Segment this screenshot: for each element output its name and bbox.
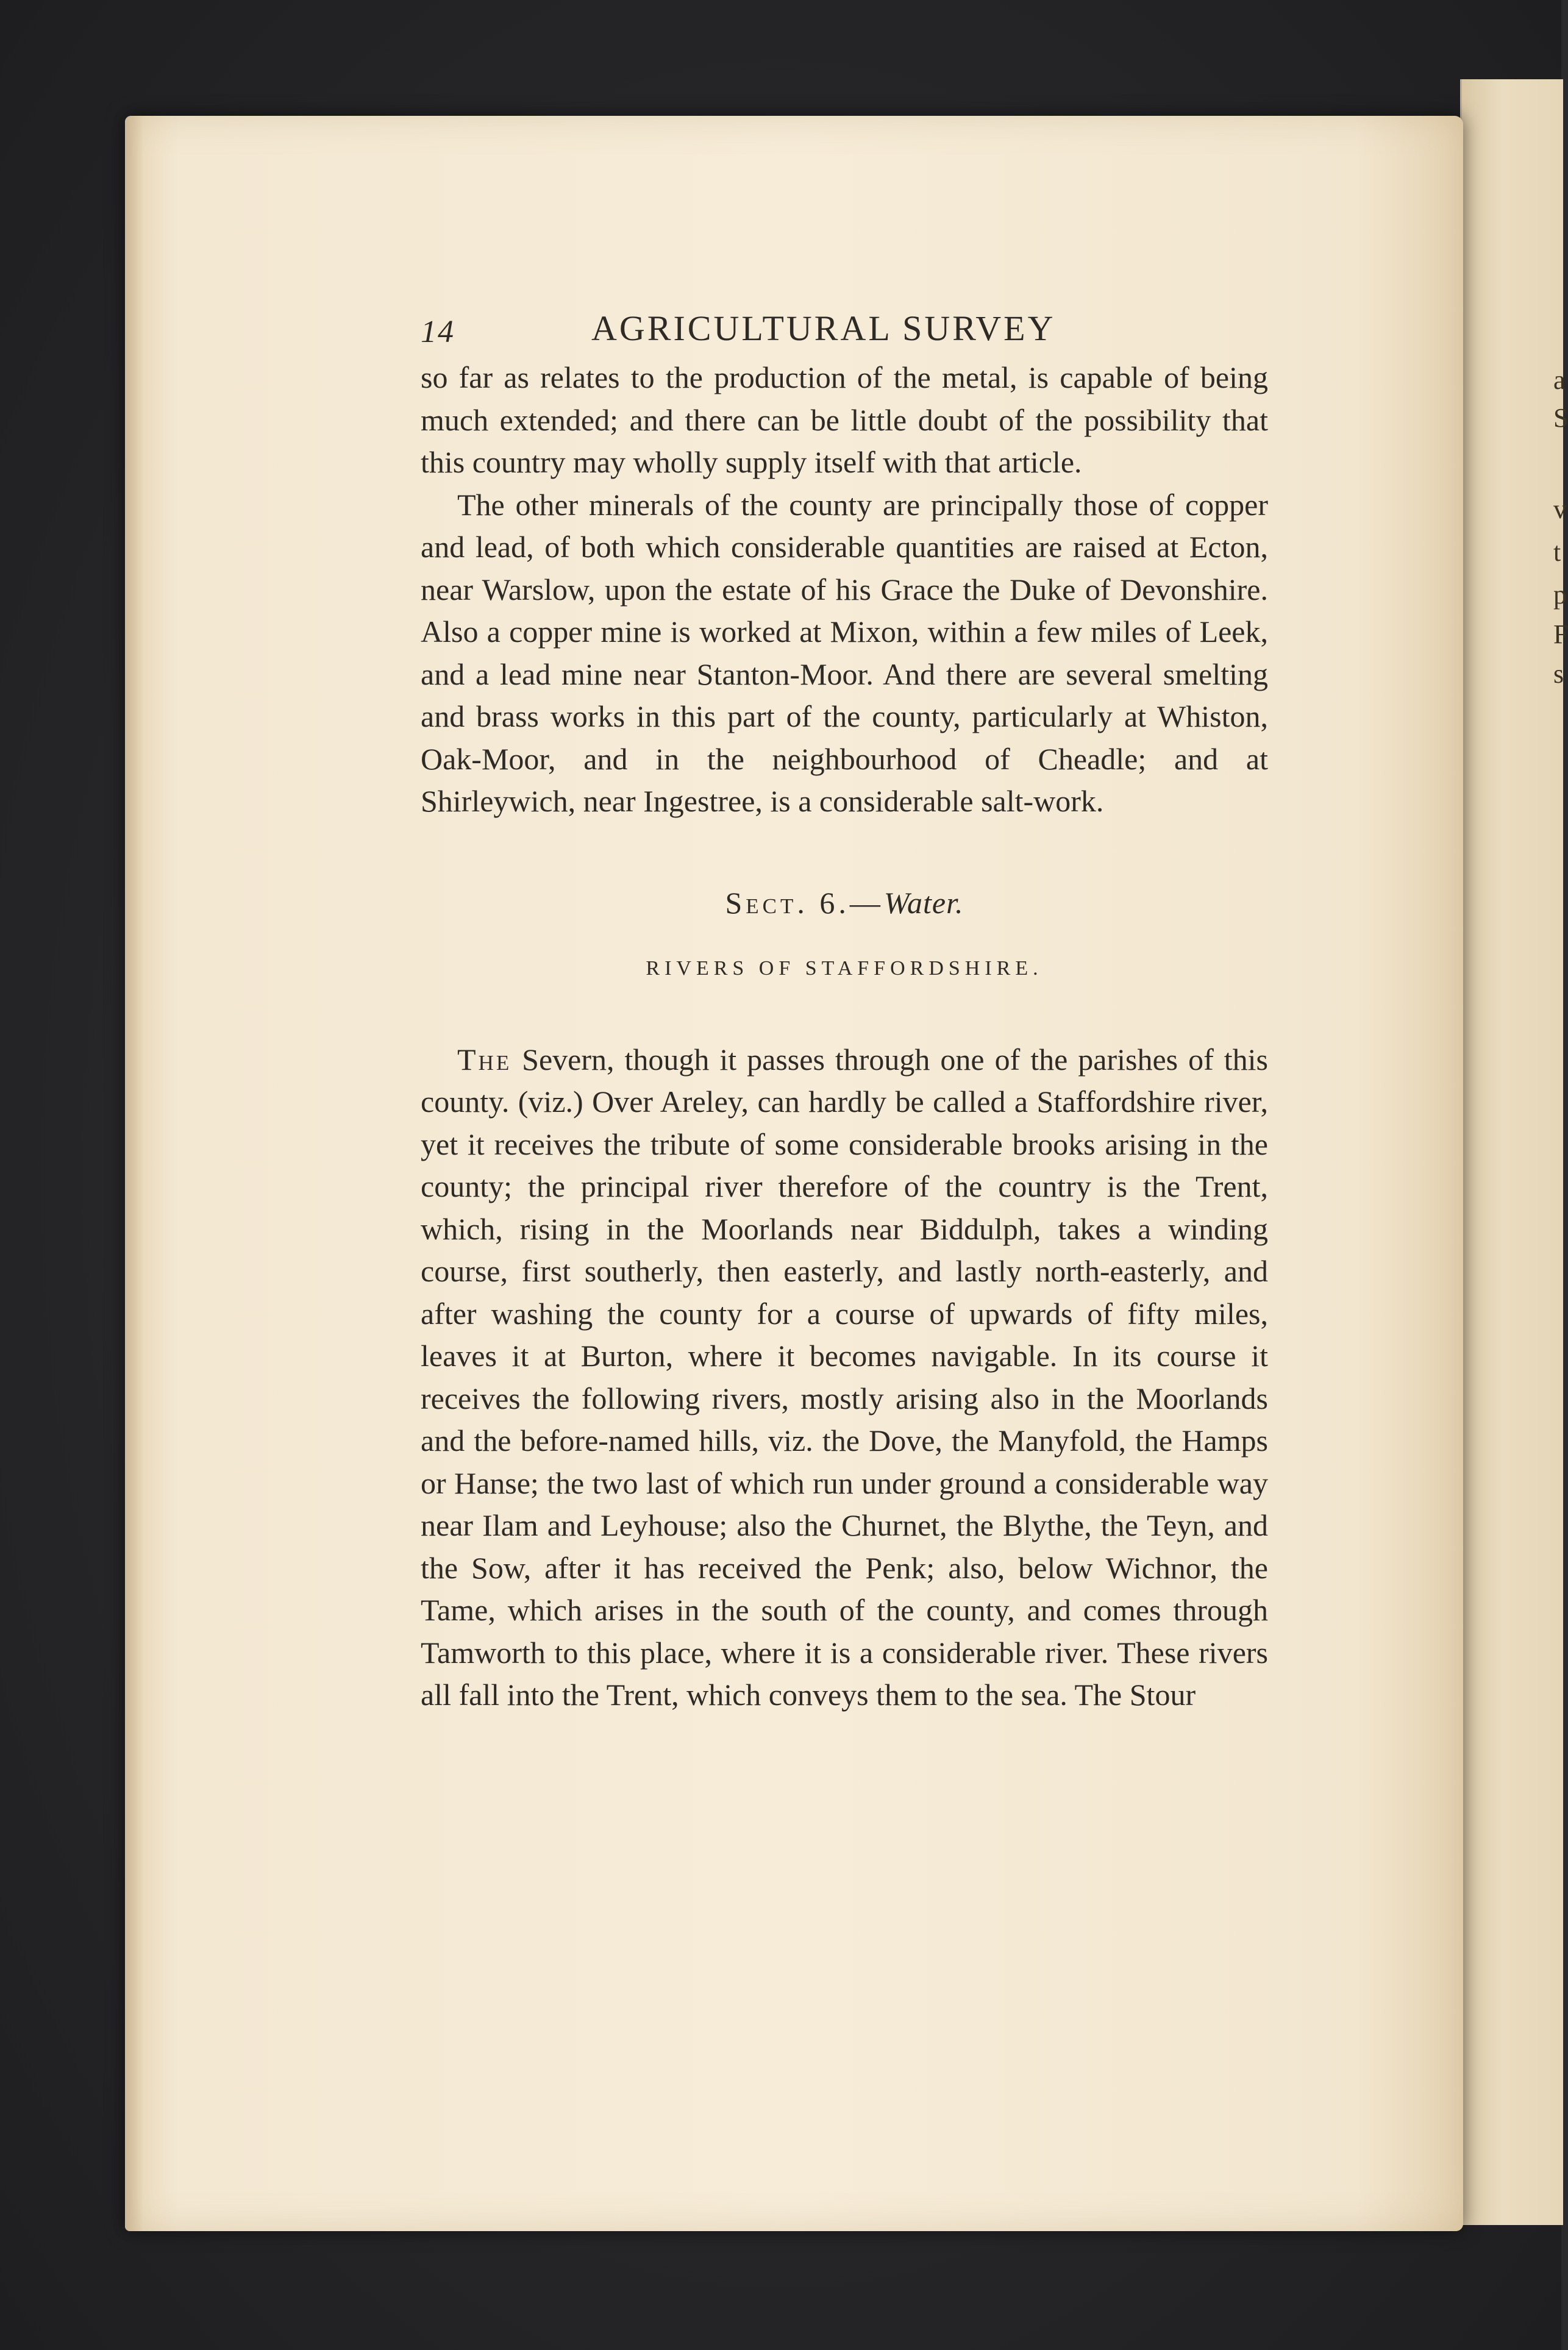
facing-page-fragment: p xyxy=(1553,580,1567,610)
facing-page-fragment: S xyxy=(1553,403,1568,433)
opening-word: The xyxy=(457,1042,512,1077)
facing-page-fragment: F xyxy=(1553,619,1568,649)
page-gutter-shadow xyxy=(125,116,143,2231)
section-heading xyxy=(421,885,1268,920)
running-title: AGRICULTURAL SURVEY xyxy=(591,308,1056,348)
facing-page-fragment: a xyxy=(1553,365,1566,395)
paragraph-other-minerals: The other minerals of the county are principally those of copper and lead, of both which considerable quantities are raised at Ecton, near Warslow, upon the estate of his Grace the Duke of Devonshire. Also a copper mine is worked at Mixon, within a few miles of Leek, and a lead mine near Stanton-Moor. And there are several smelting and brass works in this part of the county, particularly at Whiston, Oak-Moor, and in the neighbourhood of Cheadle; and at Shirleywich, near Ingestree, is a considerable salt-work. xyxy=(421,487,1268,818)
facing-page-fragment: t xyxy=(1553,537,1561,567)
facing-page-fragment: s xyxy=(1553,659,1564,689)
paragraph-rivers xyxy=(421,1039,1268,1717)
facing-page-edge xyxy=(1460,79,1568,2225)
paragraph-metal-production: so far as relates to the production of the metal, is capable of being much extended; and there can be little doubt of the possibility that this country may wholly supply itself with that article. xyxy=(421,360,1268,479)
page-text-block xyxy=(421,308,1268,1717)
subheading-rivers: RIVERS OF STAFFORDSHIRE. xyxy=(646,956,1043,980)
paragraph-rivers-text: Severn, though it passes through one of the parishes of this county. (viz.) Over Areley, can hardly be called a Staffordshire river, yet it receives the tribute of some considerable brooks arising in the county; the principal river therefore of the country is the Trent, which, rising in the Moorlands near Biddulph, takes a winding course, first southerly, then easterly, and lastly north-easterly, and after washing the county for a course of upwards of fifty miles, leaves it at Burton, where it becomes navigable. In its course it receives the following rivers, mostly arising also in the Moorlands and the before-named hills, viz. the Dove, the Manyfold, the Hamps or Hanse; the two last of which run under ground a considerable way near Ilam and Leyhouse; also the Churnet, the Blythe, the Teyn, and the Sow, after it has received the Penk; also, below Wichnor, the Tame, which arises in the south of the county, and comes through Tamworth to this place, where it is a considerable river. These rivers all fall into the Trent, which conveys them to the sea. The Stour xyxy=(421,1042,1268,1712)
section-title: Water. xyxy=(883,885,964,920)
section-label: Sect. 6.— xyxy=(725,885,884,920)
facing-page-fragment: v xyxy=(1553,494,1567,524)
running-head xyxy=(421,308,1268,357)
page-number: 14 xyxy=(421,315,455,349)
